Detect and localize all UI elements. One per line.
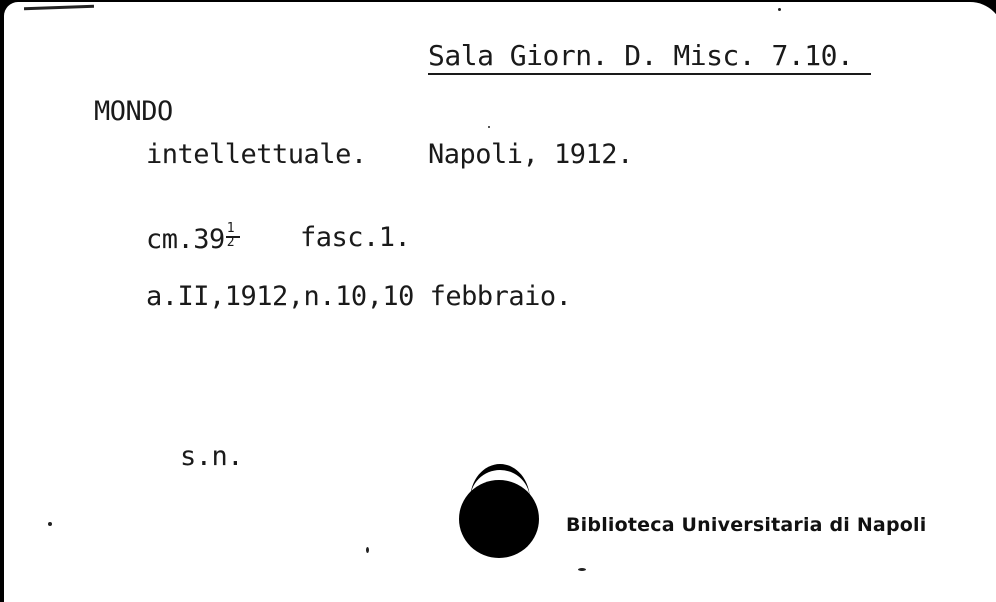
note-field: s.n. [180,441,244,472]
shelfmark: Sala Giorn. D. Misc. 7.10. [428,42,871,75]
library-stamp-text: Biblioteca Universitaria di Napoli [566,514,927,536]
size-fraction [226,221,240,250]
card-heading: MONDO [94,96,173,127]
issue-field: a.II,1912,n.10,10 febbraio. [146,281,572,312]
fraction-denominator: 2 [226,235,235,250]
place-date: Napoli, 1912. [428,139,633,170]
library-stamp-disc [459,480,539,558]
fascicle-field: fasc.1. [300,222,411,253]
ink-speck [488,126,490,128]
catalog-card [4,2,996,602]
fraction-numerator: 1 [226,221,235,236]
ink-speck [778,8,781,11]
ink-speck [48,522,52,526]
corner-mark [24,5,94,10]
size-field [146,221,240,255]
ink-speck [366,547,369,553]
size-prefix: cm.39 [146,224,225,255]
card-title: intellettuale. [146,139,367,170]
ink-speck [578,568,586,571]
